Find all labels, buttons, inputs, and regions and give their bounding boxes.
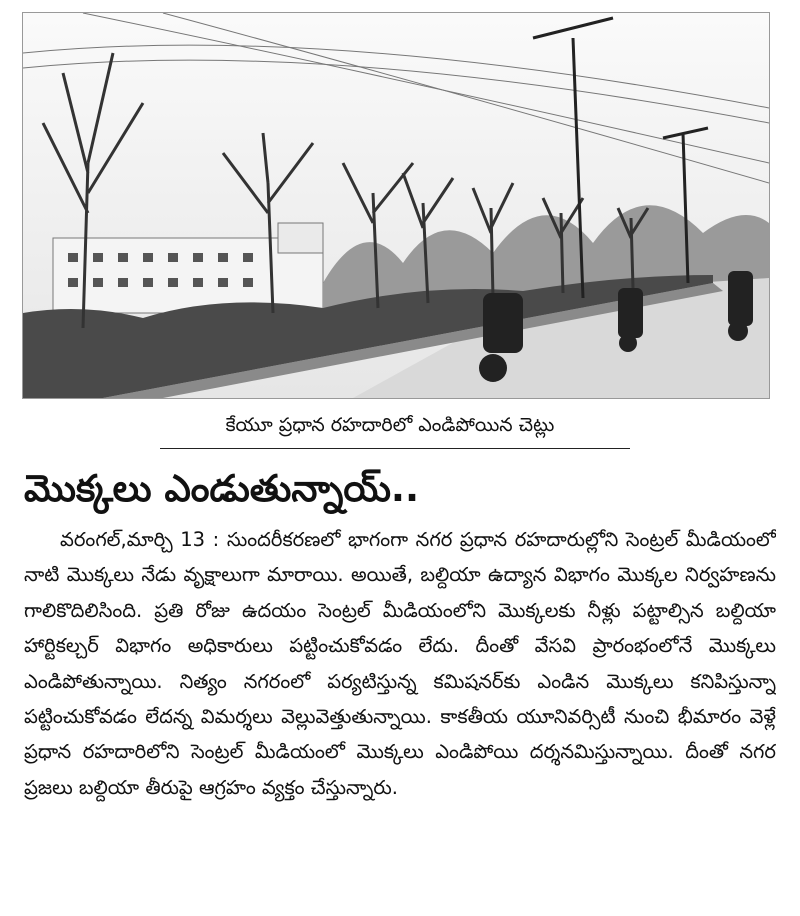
article-headline: మొక్కలు ఎండుతున్నాయ్.. xyxy=(24,467,420,510)
road-scene-illustration xyxy=(23,13,769,398)
news-photo xyxy=(22,12,770,399)
caption-divider xyxy=(160,448,630,449)
photo-caption: కేయూ ప్రధాన రహదారిలో ఎండిపోయిన చెట్లు xyxy=(225,414,555,436)
article-body: వరంగల్,మార్చి 13 : సుందరీకరణలో భాగంగా నగర ప్రధాన రహదారుల్లోని సెంట్రల్ మీడియంలో నాటి మొక్కలు నేడు వృక్షాలుగా మారాయి. అయితే, బల్దియా ఉద్యాన విభాగం మొక్కల నిర్వహణను గాలికొదిలిసింది. ప్రతి రోజు ఉదయం సెంట్రల్ మీడియంలోని మొక్కలకు నీళ్లు పట్టాల్సిన బల్దియా హార్టికల్చర్ విభాగం అధికారులు పట్టించుకోవడం లేదు. దీంతో వేసవి ప్రారంభంలోనే మొక్కలు ఎండిపోతున్నాయి. నిత్యం నగరంలో పర్యటిస్తున్న కమిషనర్‌కు ఎండిన మొక్కలు కనిపిస్తున్నా పట్టించుకోవడం లేదన్న విమర్శలు వెల్లువెత్తుతున్నాయి. కాకతీయ యూనివర్సిటీ నుంచి భీమారం వెళ్లే ప్రధాన రహదారిలోని సెంట్రల్ మీడియంలో మొక్కలు ఎండిపోయి దర్శనమిస్తున్నాయి. దీంతో నగర ప్రజలు బల్దియా తీరుపై ఆగ్రహం వ్యక్తం చేస్తున్నారు. xyxy=(24,528,776,799)
